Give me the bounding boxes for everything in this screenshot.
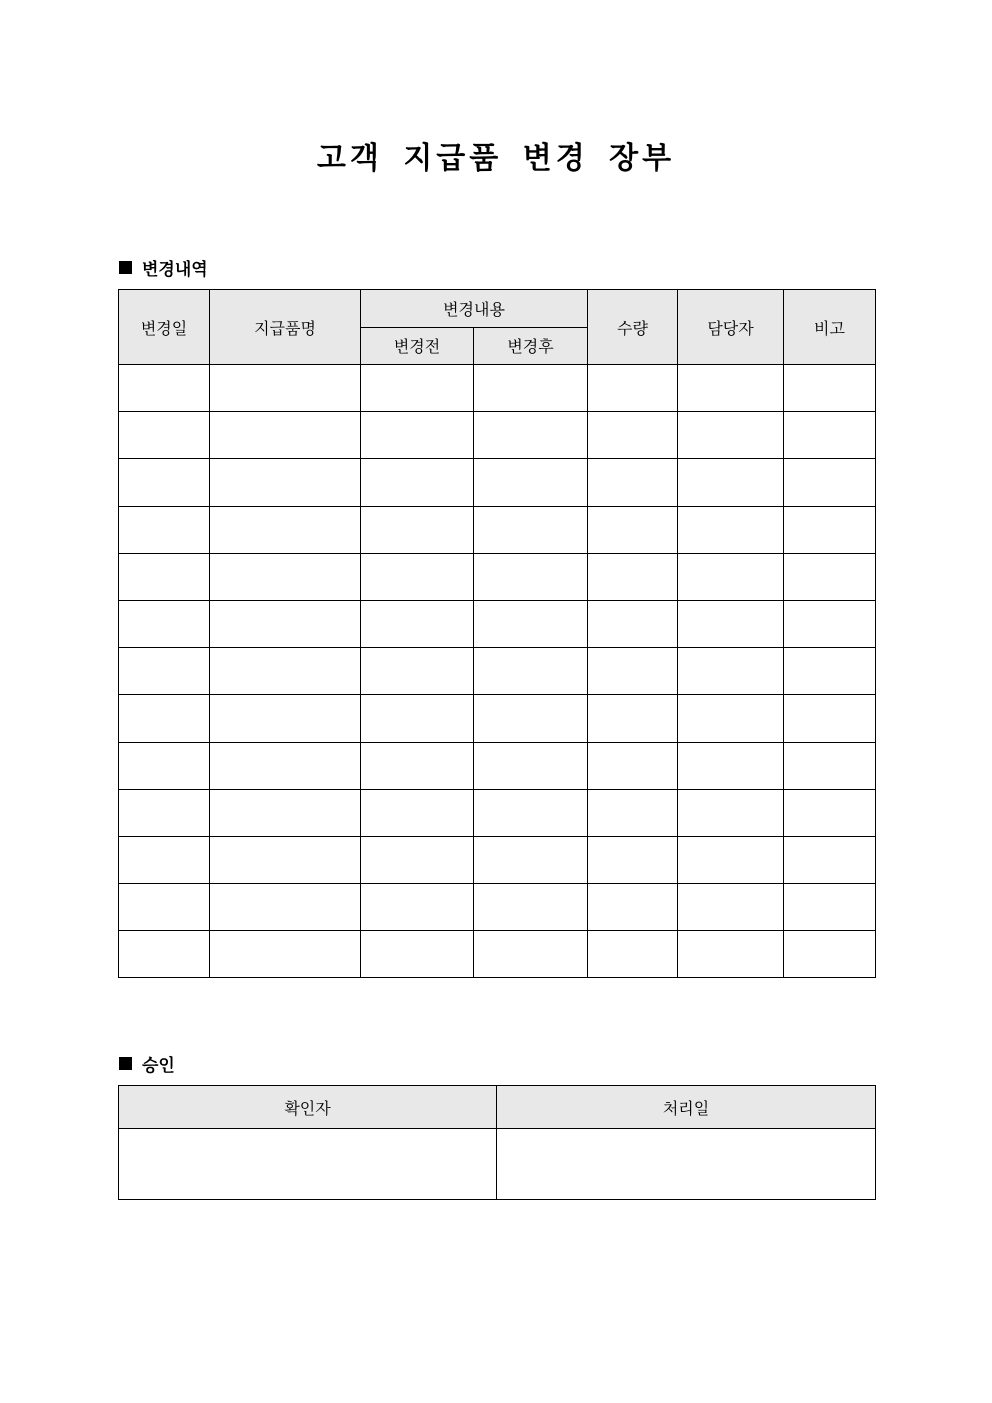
manager-cell[interactable] <box>678 648 784 695</box>
header-processed-date: 처리일 <box>497 1086 876 1129</box>
quantity-cell[interactable] <box>588 459 678 506</box>
square-bullet-icon <box>119 1057 132 1070</box>
quantity-cell[interactable] <box>588 506 678 553</box>
quantity-cell[interactable] <box>588 648 678 695</box>
quantity-cell[interactable] <box>588 836 678 883</box>
change-date-cell[interactable] <box>119 695 210 742</box>
remarks-cell[interactable] <box>784 365 876 412</box>
header-remarks: 비고 <box>784 290 876 365</box>
before-cell[interactable] <box>361 506 474 553</box>
header-item-name: 지급품명 <box>210 290 361 365</box>
processed-date-cell[interactable] <box>497 1129 876 1200</box>
table-row <box>119 648 876 695</box>
manager-cell[interactable] <box>678 884 784 931</box>
confirmer-cell[interactable] <box>119 1129 497 1200</box>
remarks-cell[interactable] <box>784 789 876 836</box>
header-confirmer: 확인자 <box>119 1086 497 1129</box>
before-cell[interactable] <box>361 931 474 978</box>
manager-cell[interactable] <box>678 695 784 742</box>
item-name-cell[interactable] <box>210 600 361 647</box>
change-date-cell[interactable] <box>119 931 210 978</box>
before-cell[interactable] <box>361 459 474 506</box>
section-heading-label: 승인 <box>142 1056 175 1076</box>
square-bullet-icon <box>119 261 132 274</box>
after-cell[interactable] <box>474 789 588 836</box>
manager-cell[interactable] <box>678 600 784 647</box>
after-cell[interactable] <box>474 931 588 978</box>
item-name-cell[interactable] <box>210 695 361 742</box>
section-heading-changes <box>119 255 208 280</box>
table-row <box>119 884 876 931</box>
manager-cell[interactable] <box>678 459 784 506</box>
remarks-cell[interactable] <box>784 836 876 883</box>
after-cell[interactable] <box>474 459 588 506</box>
remarks-cell[interactable] <box>784 648 876 695</box>
manager-cell[interactable] <box>678 506 784 553</box>
quantity-cell[interactable] <box>588 412 678 459</box>
change-date-cell[interactable] <box>119 459 210 506</box>
item-name-cell[interactable] <box>210 836 361 883</box>
item-name-cell[interactable] <box>210 931 361 978</box>
remarks-cell[interactable] <box>784 506 876 553</box>
change-date-cell[interactable] <box>119 412 210 459</box>
table-row <box>119 459 876 506</box>
after-cell[interactable] <box>474 836 588 883</box>
before-cell[interactable] <box>361 742 474 789</box>
change-date-cell[interactable] <box>119 884 210 931</box>
remarks-cell[interactable] <box>784 412 876 459</box>
remarks-cell[interactable] <box>784 553 876 600</box>
table-row <box>119 365 876 412</box>
table-row <box>119 553 876 600</box>
table-row <box>119 931 876 978</box>
manager-cell[interactable] <box>678 412 784 459</box>
manager-cell[interactable] <box>678 553 784 600</box>
before-cell[interactable] <box>361 884 474 931</box>
section-heading-approval <box>119 1051 175 1076</box>
remarks-cell[interactable] <box>784 695 876 742</box>
item-name-cell[interactable] <box>210 506 361 553</box>
after-cell[interactable] <box>474 695 588 742</box>
item-name-cell[interactable] <box>210 412 361 459</box>
before-cell[interactable] <box>361 412 474 459</box>
item-name-cell[interactable] <box>210 884 361 931</box>
remarks-cell[interactable] <box>784 459 876 506</box>
before-cell[interactable] <box>361 836 474 883</box>
table-row <box>119 600 876 647</box>
item-name-cell[interactable] <box>210 742 361 789</box>
remarks-cell[interactable] <box>784 931 876 978</box>
quantity-cell[interactable] <box>588 553 678 600</box>
remarks-cell[interactable] <box>784 884 876 931</box>
manager-cell[interactable] <box>678 836 784 883</box>
after-cell[interactable] <box>474 412 588 459</box>
before-cell[interactable] <box>361 695 474 742</box>
quantity-cell[interactable] <box>588 365 678 412</box>
after-cell[interactable] <box>474 742 588 789</box>
change-history-table <box>118 289 876 978</box>
after-cell[interactable] <box>474 648 588 695</box>
before-cell[interactable] <box>361 789 474 836</box>
after-cell[interactable] <box>474 553 588 600</box>
change-date-cell[interactable] <box>119 553 210 600</box>
item-name-cell[interactable] <box>210 789 361 836</box>
manager-cell[interactable] <box>678 789 784 836</box>
after-cell[interactable] <box>474 600 588 647</box>
quantity-cell[interactable] <box>588 600 678 647</box>
before-cell[interactable] <box>361 365 474 412</box>
change-date-cell[interactable] <box>119 600 210 647</box>
manager-cell[interactable] <box>678 742 784 789</box>
table-row <box>119 506 876 553</box>
page-title: 고객 지급품 변경 장부 <box>316 141 676 176</box>
table-row <box>119 789 876 836</box>
remarks-cell[interactable] <box>784 742 876 789</box>
quantity-cell[interactable] <box>588 931 678 978</box>
before-cell[interactable] <box>361 553 474 600</box>
item-name-cell[interactable] <box>210 459 361 506</box>
table-row <box>119 695 876 742</box>
before-cell[interactable] <box>361 648 474 695</box>
header-after: 변경후 <box>474 327 588 365</box>
manager-cell[interactable] <box>678 931 784 978</box>
remarks-cell[interactable] <box>784 600 876 647</box>
header-before: 변경전 <box>361 327 474 365</box>
change-date-cell[interactable] <box>119 648 210 695</box>
quantity-cell[interactable] <box>588 789 678 836</box>
header-change-content: 변경내용 <box>361 290 588 328</box>
item-name-cell[interactable] <box>210 553 361 600</box>
change-date-cell[interactable] <box>119 836 210 883</box>
quantity-cell[interactable] <box>588 695 678 742</box>
header-quantity: 수량 <box>588 290 678 365</box>
change-date-cell[interactable] <box>119 506 210 553</box>
after-cell[interactable] <box>474 884 588 931</box>
header-change-date: 변경일 <box>119 290 210 365</box>
manager-cell[interactable] <box>678 365 784 412</box>
change-date-cell[interactable] <box>119 365 210 412</box>
table-row <box>119 412 876 459</box>
quantity-cell[interactable] <box>588 742 678 789</box>
table-row <box>119 836 876 883</box>
table-row <box>119 742 876 789</box>
header-manager: 담당자 <box>678 290 784 365</box>
before-cell[interactable] <box>361 600 474 647</box>
approval-table <box>118 1085 876 1200</box>
quantity-cell[interactable] <box>588 884 678 931</box>
change-date-cell[interactable] <box>119 789 210 836</box>
item-name-cell[interactable] <box>210 365 361 412</box>
after-cell[interactable] <box>474 506 588 553</box>
item-name-cell[interactable] <box>210 648 361 695</box>
change-date-cell[interactable] <box>119 742 210 789</box>
section-heading-label: 변경내역 <box>142 260 208 280</box>
after-cell[interactable] <box>474 365 588 412</box>
